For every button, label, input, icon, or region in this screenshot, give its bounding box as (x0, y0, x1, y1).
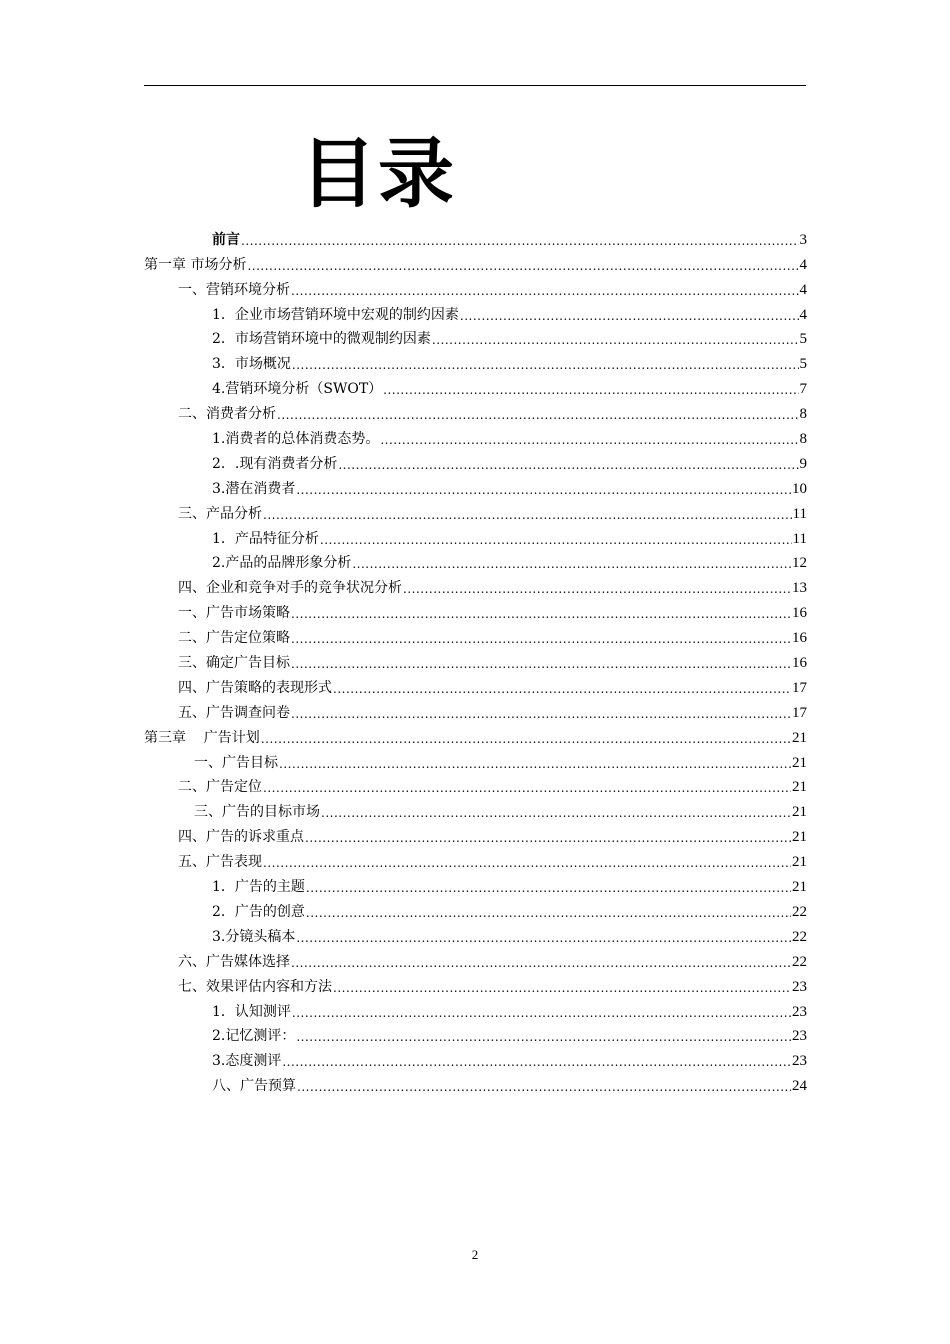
toc-entry[interactable] (144, 773, 807, 798)
toc-entry[interactable] (144, 598, 807, 623)
toc-entry-label: 1．广告的主题 (212, 879, 305, 896)
toc-entry-label: 二、广告定位 (178, 779, 262, 796)
toc-dot-leader (291, 606, 791, 623)
toc-entry-label: 2.记忆测评： (212, 1028, 296, 1045)
toc-dot-leader (247, 258, 798, 275)
toc-entry-page: 5 (799, 331, 807, 348)
toc-entry-page: 23 (792, 1028, 807, 1045)
toc-entry[interactable] (144, 374, 807, 399)
toc-entry-page: 11 (792, 530, 807, 547)
toc-dot-leader (296, 1029, 791, 1046)
toc-entry-label: 第一章 市场分析 (144, 256, 247, 273)
toc-dot-leader (282, 1054, 791, 1071)
toc-entry[interactable] (144, 499, 807, 524)
toc-dot-leader (296, 930, 791, 947)
toc-entry-page: 21 (792, 754, 807, 771)
toc-entry-page: 16 (792, 655, 807, 672)
toc-entry[interactable] (144, 524, 807, 549)
toc-dot-leader (263, 855, 791, 872)
header-rule (144, 85, 806, 86)
toc-entry[interactable] (144, 424, 807, 449)
toc-entry[interactable] (144, 349, 807, 374)
toc-entry[interactable] (144, 1046, 807, 1071)
toc-dot-leader (291, 631, 791, 648)
toc-entry[interactable] (144, 698, 807, 723)
toc-entry[interactable] (144, 549, 807, 574)
toc-dot-leader (291, 283, 799, 300)
toc-entry-label: 2．.现有消费者分析 (212, 455, 338, 472)
toc-dot-leader (261, 731, 791, 748)
toc-entry-page: 21 (792, 729, 807, 746)
toc-entry-page: 11 (792, 505, 807, 522)
toc-entry-label: 五、广告调查问卷 (178, 704, 290, 721)
toc-dot-leader (263, 507, 792, 524)
toc-entry-page: 7 (799, 381, 807, 398)
toc-dot-leader (338, 457, 798, 474)
toc-entry-page: 10 (792, 480, 807, 497)
toc-entry-page: 17 (792, 704, 807, 721)
toc-dot-leader (320, 532, 792, 549)
toc-dot-leader (432, 332, 799, 349)
toc-entry-page: 12 (792, 555, 807, 572)
toc-dot-leader (279, 756, 791, 773)
toc-entry[interactable] (144, 325, 807, 350)
toc-entry[interactable] (144, 673, 807, 698)
toc-entry-page: 23 (792, 1053, 807, 1070)
toc-entry-label: 前言 (212, 231, 240, 248)
toc-entry-label: 1．认知测评 (212, 1003, 291, 1020)
toc-entry[interactable] (144, 648, 807, 673)
toc-entry[interactable] (144, 449, 807, 474)
toc-entry-page: 23 (792, 1003, 807, 1020)
toc-entry[interactable] (144, 1071, 807, 1096)
toc-dot-leader (333, 980, 791, 997)
toc-entry-label: 一、营销环境分析 (178, 281, 290, 298)
toc-entry-label: 二、消费者分析 (178, 406, 276, 423)
toc-entry-page: 16 (792, 605, 807, 622)
toc-entry[interactable] (144, 300, 807, 325)
toc-entry-page: 23 (792, 978, 807, 995)
toc-entry-page: 24 (792, 1078, 807, 1095)
toc-entry[interactable] (144, 797, 807, 822)
toc-entry-page: 4 (799, 281, 807, 298)
toc-entry-page: 8 (799, 406, 807, 423)
toc-entry-page: 22 (792, 928, 807, 945)
toc-entry-label: 4.营销环境分析（SWOT） (212, 381, 383, 398)
table-of-contents (144, 225, 807, 1096)
toc-dot-leader (297, 1079, 791, 1096)
toc-entry-label: 1．企业市场营销环境中宏观的制约因素 (212, 306, 459, 323)
toc-dot-leader (321, 805, 791, 822)
toc-entry[interactable] (144, 1022, 807, 1047)
toc-entry[interactable] (144, 748, 807, 773)
toc-entry-page: 8 (799, 431, 807, 448)
toc-dot-leader (296, 482, 791, 499)
toc-entry-page: 4 (799, 306, 807, 323)
toc-dot-leader (291, 955, 791, 972)
toc-entry[interactable] (144, 972, 807, 997)
toc-entry[interactable] (144, 897, 807, 922)
toc-dot-leader (333, 681, 791, 698)
toc-dot-leader (291, 706, 791, 723)
toc-entry-label: 3.态度测评 (212, 1053, 282, 1070)
toc-entry-label: 四、企业和竞争对手的竞争状况分析 (178, 580, 402, 597)
toc-dot-leader (352, 556, 791, 573)
toc-entry[interactable] (144, 250, 807, 275)
toc-entry-label: 一、广告市场策略 (178, 605, 290, 622)
toc-entry-label: 五、广告表现 (178, 854, 262, 871)
toc-dot-leader (306, 880, 791, 897)
toc-entry-label: 3.分镜头稿本 (212, 928, 296, 945)
toc-dot-leader (263, 780, 791, 797)
toc-entry[interactable] (144, 225, 807, 250)
toc-entry-page: 21 (792, 854, 807, 871)
toc-entry-page: 16 (792, 630, 807, 647)
toc-entry-label: 1.消费者的总体消费态势。 (212, 431, 380, 448)
toc-entry-page: 13 (792, 580, 807, 597)
toc-entry-label: 2．市场营销环境中的微观制约因素 (212, 331, 431, 348)
toc-dot-leader (291, 656, 791, 673)
toc-entry-label: 一、广告目标 (194, 754, 278, 771)
toc-entry[interactable] (144, 922, 807, 947)
toc-entry[interactable] (144, 399, 807, 424)
toc-entry[interactable] (144, 847, 807, 872)
toc-entry-label: 三、产品分析 (178, 505, 262, 522)
toc-entry-label: 四、广告策略的表现形式 (178, 679, 332, 696)
toc-entry[interactable] (144, 723, 807, 748)
toc-entry-label: 六、广告媒体选择 (178, 953, 290, 970)
toc-entry-label: 1．产品特征分析 (212, 530, 319, 547)
toc-entry-label: 2．广告的创意 (212, 903, 305, 920)
toc-entry[interactable] (144, 275, 807, 300)
toc-entry-page: 5 (799, 356, 807, 373)
toc-entry-page: 22 (792, 903, 807, 920)
toc-entry-label: 二、广告定位策略 (178, 630, 290, 647)
toc-dot-leader (403, 581, 791, 598)
toc-entry-page: 21 (792, 879, 807, 896)
toc-entry[interactable] (144, 872, 807, 897)
toc-entry-label: 第三章 广告计划 (144, 729, 260, 746)
toc-entry[interactable] (144, 573, 807, 598)
toc-dot-leader (292, 1005, 791, 1022)
toc-entry-page: 9 (799, 455, 807, 472)
toc-entry-label: 2.产品的品牌形象分析 (212, 555, 352, 572)
toc-entry-label: 3．市场概况 (212, 356, 291, 373)
page-title: 目录 (300, 129, 456, 218)
toc-dot-leader (383, 382, 798, 399)
toc-entry-page: 22 (792, 953, 807, 970)
toc-entry-label: 三、广告的目标市场 (194, 804, 320, 821)
toc-entry[interactable] (144, 997, 807, 1022)
toc-dot-leader (305, 830, 791, 847)
toc-entry-page: 17 (792, 679, 807, 696)
toc-entry[interactable] (144, 947, 807, 972)
toc-entry-label: 三、确定广告目标 (178, 655, 290, 672)
toc-entry[interactable] (144, 623, 807, 648)
toc-entry-label: 四、广告的诉求重点 (178, 829, 304, 846)
toc-dot-leader (306, 905, 791, 922)
toc-entry-label: 3.潜在消费者 (212, 480, 296, 497)
toc-dot-leader (292, 357, 799, 374)
toc-entry-page: 4 (799, 256, 807, 273)
toc-entry-label: 八、广告预算 (212, 1078, 296, 1095)
toc-entry-page: 3 (799, 231, 807, 248)
toc-entry-label: 七、效果评估内容和方法 (178, 978, 332, 995)
toc-dot-leader (277, 407, 799, 424)
toc-entry-page: 21 (792, 829, 807, 846)
toc-dot-leader (460, 308, 799, 325)
toc-entry[interactable] (144, 474, 807, 499)
page-number: 2 (471, 1247, 479, 1262)
toc-entry[interactable] (144, 822, 807, 847)
toc-dot-leader (241, 233, 799, 250)
toc-entry-page: 21 (792, 804, 807, 821)
toc-dot-leader (380, 432, 798, 449)
toc-entry-page: 21 (792, 779, 807, 796)
